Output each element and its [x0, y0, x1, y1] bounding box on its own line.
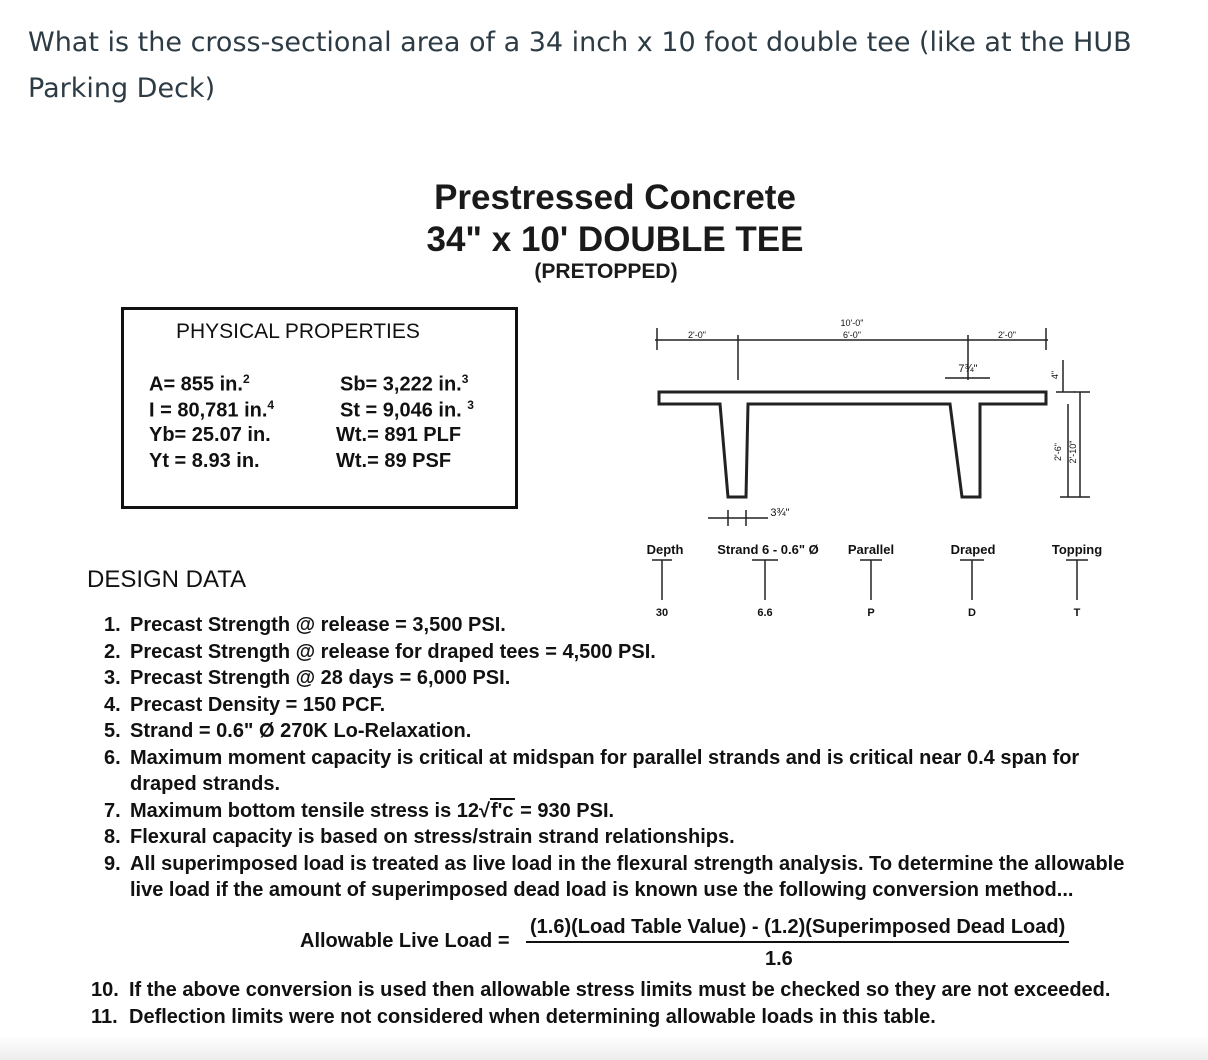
design-note: 8. Flexural capacity is based on stress/strain strand relationships.: [104, 826, 735, 848]
dim-stem-bottom: 3¾": [770, 507, 790, 519]
prop-weight-psf: Wt.= 89 PSF: [336, 450, 452, 472]
formula-denominator: 1.6: [765, 948, 793, 970]
designation-label-draped: Draped: [950, 542, 996, 557]
sheet-product: 34" x 10' DOUBLE TEE: [426, 220, 804, 259]
formula-numerator: (1.6)(Load Table Value) - (1.2)(Superimposed Dead Load): [526, 916, 1069, 943]
design-note: 6. Maximum moment capacity is critical at midspan for parallel strands and is critical near 0.4 span for draped strands.: [104, 746, 1080, 795]
design-note: 3. Precast Strength @ 28 days = 6,000 PSI.: [104, 667, 511, 689]
prop-area: A= 855 in.$^2$: [149, 372, 250, 396]
design-notes-list-continued: [91, 977, 1191, 1030]
design-notes-list: [104, 612, 1194, 904]
formula-label: Allowable Live Load =: [300, 930, 510, 952]
design-data-heading: DESIGN DATA: [87, 566, 247, 593]
designation-label-strand: Strand 6 - 0.6" Ø: [717, 542, 819, 557]
dim-total-depth: 2'-10": [1068, 440, 1078, 464]
dim-right-overhang: 2'-0": [998, 330, 1016, 340]
dim-stem-depth: 2'-6": [1053, 443, 1063, 461]
prop-weight-plf: Wt.= 891 PLF: [336, 424, 462, 446]
dim-stem-top: 7¾": [958, 363, 978, 375]
designation-value-strand: 6.6: [757, 607, 773, 619]
design-note: 5. Strand = 0.6" Ø 270K Lo-Relaxation.: [104, 720, 472, 742]
dim-stem-spacing: 6'-0": [843, 330, 861, 340]
prop-sb: Sb= 3,222 in.$^3$: [340, 372, 469, 396]
design-note: 9. All superimposed load is treated as live load in the flexural strength analysis. To determine the allowable live load if the amount of superimposed dead load is known use the following conversion method...: [104, 852, 1125, 901]
prop-yb: Yb= 25.07 in.: [149, 424, 271, 446]
double-tee-outline: [659, 392, 1046, 497]
question-text: What is the cross-sectional area of a 34 inch x 10 foot double tee (like at the HUB Parking Deck): [28, 27, 1132, 104]
design-note: 10. If the above conversion is used then allowable stress limits must be checked so they are not exceeded.: [91, 979, 1111, 1001]
page-bottom-edge: [0, 1036, 1208, 1060]
design-note: 1. Precast Strength @ release = 3,500 PSI.: [104, 614, 506, 636]
prop-st: St = 9,046 in. $^3$: [340, 398, 474, 422]
design-note: 2. Precast Strength @ release for draped tees = 4,500 PSI.: [104, 640, 656, 663]
sheet-subtitle: (PRETOPPED): [534, 260, 678, 283]
designation-label-parallel: Parallel: [847, 542, 895, 557]
designation-label-depth: Depth: [646, 542, 684, 557]
sheet-title: Prestressed Concrete: [434, 178, 796, 217]
designation-label-topping: Topping: [1051, 542, 1103, 557]
dim-overall-width: 10'-0": [840, 318, 864, 328]
designation-value-draped: D: [968, 607, 976, 619]
physical-properties-heading: PHYSICAL PROPERTIES: [176, 320, 420, 343]
design-note: 11. Deflection limits were not considered when determining allowable loads in this table.: [91, 1005, 936, 1028]
dim-left-overhang: 2'-0": [688, 330, 706, 340]
prop-yt: Yt = 8.93 in.: [149, 450, 260, 472]
physical-properties-box: [121, 307, 518, 509]
prop-inertia: I = 80,781 in.$^4$: [149, 398, 275, 422]
designation-value-parallel: P: [867, 607, 875, 619]
dim-flange: 4": [1050, 370, 1060, 380]
design-note: 4. Precast Density = 150 PCF.: [104, 693, 386, 716]
designation-value-depth: 30: [655, 607, 669, 619]
design-note: 7. Maximum bottom tensile stress is 12√f'c = 930 PSI.: [104, 799, 615, 822]
designation-value-topping: T: [1073, 607, 1081, 619]
